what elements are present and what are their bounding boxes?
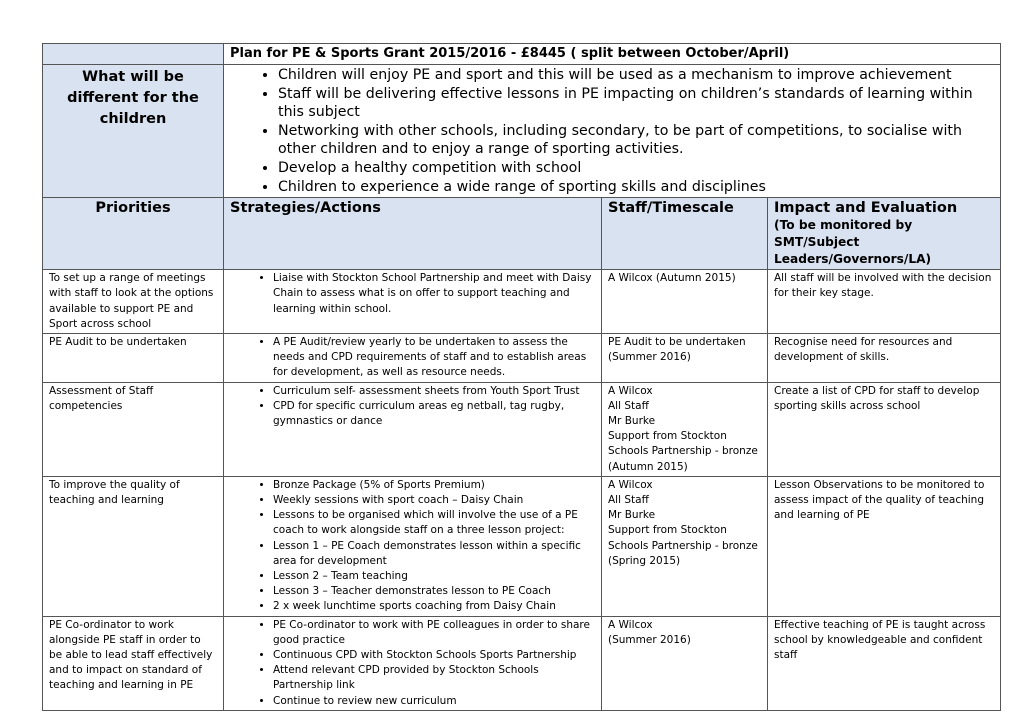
table-row	[43, 476, 1001, 616]
list-item: • Networking with other schools, including secondary, to be part of competitions, to socialise with other children and to enjoy a range of sporting activities.	[278, 122, 994, 159]
what-label: What will be different for the children	[43, 65, 224, 198]
staff-cell	[602, 616, 768, 710]
what-items-cell	[224, 65, 1001, 198]
staff-line: (Autumn 2015)	[608, 460, 688, 473]
pe-plan-table	[42, 43, 1001, 711]
list-item: • CPD for specific curriculum areas eg netball, tag rugby, gymnastics or dance	[273, 399, 595, 429]
column-header-row	[43, 198, 1001, 270]
impact-header	[768, 198, 1001, 270]
staff-cell	[602, 270, 768, 334]
what-row	[43, 65, 1001, 198]
list-item: • Curriculum self- assessment sheets from Youth Sport Trust	[273, 384, 595, 399]
staff-line: (Summer 2016)	[608, 351, 691, 364]
strategies-header: Strategies/Actions	[224, 198, 602, 270]
list-item: • Continuous CPD with Stockton Schools Sports Partnership	[273, 648, 595, 663]
staff-cell	[602, 476, 768, 616]
list-item: • Lesson 1 – PE Coach demonstrates lesson within a specific area for development	[273, 539, 595, 569]
priority-cell: To improve the quality of teaching and learning	[43, 476, 224, 616]
list-item: • Lesson 2 – Team teaching	[273, 569, 595, 584]
list-item: • Children will enjoy PE and sport and this will be used as a mechanism to improve achievement	[278, 66, 994, 85]
staff-line: (Spring 2015)	[608, 554, 681, 567]
staff-line: Support from Stockton Schools Partnership - bronze	[608, 430, 758, 458]
table-row	[43, 382, 1001, 476]
list-item: • PE Co-ordinator to work with PE colleagues in order to share good practice	[273, 618, 595, 648]
staff-line: Mr Burke	[608, 509, 656, 522]
actions-cell	[224, 382, 602, 476]
list-item: • Bronze Package (5% of Sports Premium)	[273, 478, 595, 493]
staff-line: Support from Stockton Schools Partnership - bronze	[608, 524, 758, 552]
staff-line: A Wilcox	[608, 618, 653, 631]
impact-cell: Effective teaching of PE is taught across school by knowledgeable and confident staff	[768, 616, 1001, 710]
staff-header: Staff/Timescale	[602, 198, 768, 270]
list-item: • Lesson 3 – Teacher demonstrates lesson to PE Coach	[273, 584, 595, 599]
staff-line: (Summer 2016)	[608, 633, 691, 646]
actions-cell	[224, 270, 602, 334]
staff-cell	[602, 333, 768, 382]
staff-line: All Staff	[608, 399, 649, 412]
staff-line: A Wilcox	[608, 384, 653, 397]
impact-cell: Recognise need for resources and development of skills.	[768, 333, 1001, 382]
priority-cell: PE Co-ordinator to work alongside PE staff in order to be able to lead staff effectively and to impact on standard of teaching and learning in PE	[43, 616, 224, 710]
actions-cell	[224, 616, 602, 710]
actions-cell	[224, 476, 602, 616]
list-item: • 2 x week lunchtime sports coaching from Daisy Chain	[273, 599, 595, 614]
what-items-list	[230, 66, 994, 196]
title-row	[43, 44, 1001, 65]
impact-cell: All staff will be involved with the decision for their key stage.	[768, 270, 1001, 334]
staff-line: All Staff	[608, 494, 649, 506]
list-item: • A PE Audit/review yearly to be undertaken to assess the needs and CPD requirements of staff and to establish areas for development, as well as resource needs.	[273, 335, 595, 381]
table-row	[43, 333, 1001, 382]
plan-title: Plan for PE & Sports Grant 2015/2016 - £8445 ( split between October/April)	[224, 44, 1001, 65]
table-row	[43, 270, 1001, 334]
staff-cell	[602, 382, 768, 476]
staff-line: A Wilcox (Autumn 2015)	[608, 272, 736, 285]
table-row	[43, 616, 1001, 710]
actions-cell	[224, 333, 602, 382]
priority-cell: To set up a range of meetings with staff to look at the options available to support PE and Sport across school	[43, 270, 224, 334]
priority-cell: PE Audit to be undertaken	[43, 333, 224, 382]
impact-cell: Create a list of CPD for staff to develop sporting skills across school	[768, 382, 1001, 476]
list-item: • Lessons to be organised which will involve the use of a PE coach to work alongside staff on a three lesson project:	[273, 508, 595, 538]
impact-cell: Lesson Observations to be monitored to assess impact of the quality of teaching and learning of PE	[768, 476, 1001, 616]
list-item: • Weekly sessions with sport coach – Daisy Chain	[273, 493, 595, 508]
title-empty-cell	[43, 44, 224, 65]
staff-line: A Wilcox	[608, 478, 653, 491]
priority-cell: Assessment of Staff competencies	[43, 382, 224, 476]
list-item: • Staff will be delivering effective lessons in PE impacting on children’s standards of learning within this subject	[278, 85, 994, 122]
list-item: • Develop a healthy competition with school	[278, 159, 994, 178]
staff-line: Mr Burke	[608, 414, 656, 427]
priorities-header: Priorities	[43, 198, 224, 270]
list-item: • Children to experience a wide range of sporting skills and disciplines	[278, 178, 994, 197]
staff-line: PE Audit to be undertaken	[608, 335, 746, 348]
list-item: • Liaise with Stockton School Partnership and meet with Daisy Chain to assess what is on offer to support teaching and learning within school.	[273, 271, 595, 317]
list-item: • Continue to review new curriculum	[273, 694, 595, 709]
list-item: • Attend relevant CPD provided by Stockton Schools Partnership link	[273, 663, 595, 693]
impact-header-subtitle: (To be monitored by SMT/Subject Leaders/Governors/LA)	[774, 218, 932, 267]
impact-header-title: Impact and Evaluation	[774, 200, 958, 217]
